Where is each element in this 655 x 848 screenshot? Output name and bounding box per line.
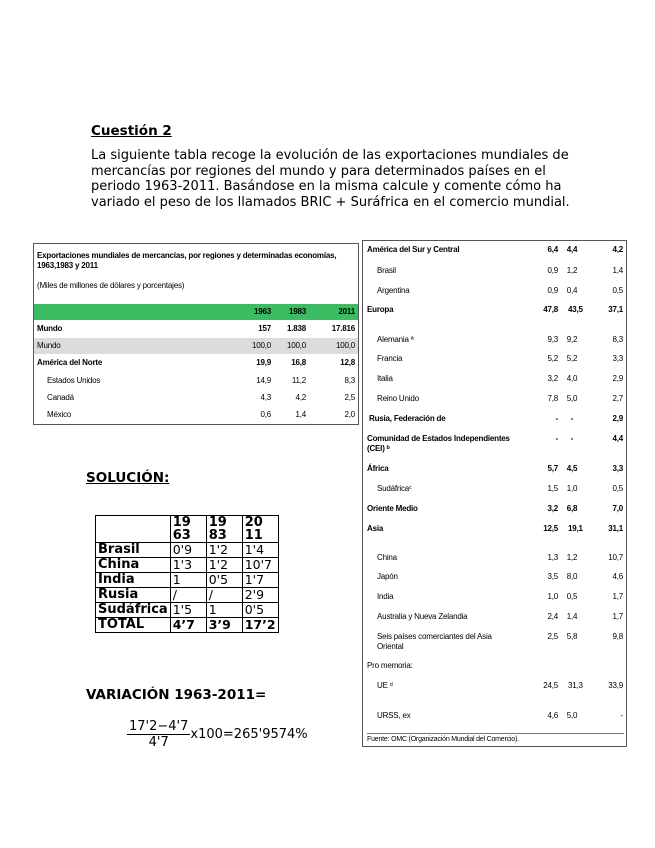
row-label: Asia	[367, 524, 384, 533]
row-label: Mundo	[37, 341, 61, 350]
cell-value: 4,6	[612, 572, 623, 581]
cell-value: 2,9	[612, 414, 623, 423]
fraction-numerator: 17'2−4'7	[129, 719, 189, 734]
cell-value: 4,0	[566, 374, 578, 383]
cell-value: 1,4	[612, 266, 623, 275]
table-row	[34, 338, 358, 354]
row-label: Comunidad de Estados Independientes (CEI) ᵇ	[367, 434, 510, 453]
cell-value: 14,9	[256, 376, 271, 385]
cell-value: 1,7	[612, 612, 623, 621]
cell-value: 9,2	[566, 335, 578, 344]
table-row	[96, 558, 279, 573]
row-label: América del Norte	[37, 358, 103, 367]
row-label: Francia	[377, 354, 403, 363]
row-label: URSS, ex	[377, 711, 411, 720]
table-row	[96, 543, 279, 558]
cell-value: 19,9	[256, 358, 271, 367]
cell-value: 1'3	[170, 558, 206, 573]
cell-value: 0,9	[547, 286, 558, 295]
cell-value: 10'7	[242, 558, 278, 573]
cell-value: 157	[258, 324, 271, 333]
year-header: 19 83	[206, 516, 242, 543]
year-header: 19 63	[170, 516, 206, 543]
cell-value: 1,2	[566, 553, 578, 562]
cell-value: 100,0	[286, 341, 306, 350]
solution-table	[95, 515, 279, 633]
row-label: Japón	[377, 572, 398, 581]
cell-value: /	[170, 588, 206, 603]
variation-label: VARIACIÓN 1963-2011=	[86, 687, 267, 703]
cell-value: /	[206, 588, 242, 603]
cell-value: 12,8	[340, 358, 355, 367]
cell-value: 5,8	[566, 632, 578, 641]
row-label: Canadá	[47, 393, 74, 402]
year-header: 2011	[338, 307, 355, 316]
year-header-row	[34, 304, 358, 320]
cell-value: 16,8	[291, 358, 306, 367]
solution-title: SOLUCIÓN:	[86, 470, 170, 486]
cell-value: 0'5	[242, 603, 278, 618]
cell-value: 24,5	[543, 681, 558, 690]
cell-value: 4,2	[612, 245, 623, 254]
cell-value: 1'2	[206, 543, 242, 558]
cell-value: 17.816	[331, 324, 355, 333]
cell-value: 12,5	[543, 524, 558, 533]
row-label: Oriente Medio	[367, 504, 418, 513]
cell-value: 4,2	[295, 393, 306, 402]
row-label: Estados Unidos	[47, 376, 101, 385]
corner-cell	[96, 516, 171, 543]
exports-table-right	[362, 240, 627, 747]
cell-value: 4,4	[566, 245, 578, 254]
cell-value: 5,2	[566, 354, 578, 363]
row-label: India	[377, 592, 394, 601]
cell-value: 0'9	[170, 543, 206, 558]
cell-value: 1'7	[242, 573, 278, 588]
row-label: India	[96, 573, 171, 588]
cell-value: 100,0	[251, 341, 271, 350]
row-label: Alemania ª	[377, 335, 414, 344]
row-label: Rusia	[96, 588, 171, 603]
row-label: Sudáfricaᶜ	[377, 484, 412, 493]
cell-value: 11,2	[291, 376, 306, 385]
cell-value: 4,5	[566, 464, 578, 473]
cell-value: 2,5	[344, 393, 355, 402]
cell-value: 47,8	[543, 305, 558, 314]
cell-value: 1'2	[206, 558, 242, 573]
cell-value: 2,0	[344, 410, 355, 419]
row-label: Pro memoria:	[367, 661, 413, 670]
cell-value: 9,8	[612, 632, 623, 641]
cell-value: 2,5	[547, 632, 558, 641]
cell-value: 3,3	[612, 464, 623, 473]
table-row	[96, 603, 279, 618]
cell-value: 1,5	[547, 484, 558, 493]
cell-value: 43,5	[568, 305, 583, 314]
table-row	[34, 373, 358, 389]
year-header: 20 11	[242, 516, 278, 543]
row-label: Sudáfrica	[96, 603, 171, 618]
cell-value: 1'5	[170, 603, 206, 618]
fraction-denominator: 4'7	[148, 735, 169, 750]
cell-value: 0,6	[260, 410, 271, 419]
cell-value: 8,0	[566, 572, 578, 581]
row-label: América del Sur y Central	[367, 245, 460, 254]
cell-value: 0,9	[547, 266, 558, 275]
row-label: Reino Unido	[377, 394, 419, 403]
cell-value: 5,7	[547, 464, 558, 473]
cell-value: 1,7	[612, 592, 623, 601]
cell-value: 3,5	[547, 572, 558, 581]
cell-value: 4,6	[547, 711, 558, 720]
cell-value: -	[620, 711, 623, 720]
source-note: Fuente: OMC (Organización Mundial del Comercio).	[367, 733, 624, 746]
cell-value: 7,8	[547, 394, 558, 403]
formula-result: x100=265'9574%	[190, 727, 308, 742]
cell-value: -	[570, 414, 574, 423]
exports-table-left	[33, 243, 359, 425]
cell-value: 1,0	[547, 592, 558, 601]
table-row	[96, 618, 279, 633]
cell-value: 1	[206, 603, 242, 618]
cell-value: 3,2	[547, 504, 558, 513]
cell-value: 6,8	[566, 504, 578, 513]
cell-value: 17’2	[242, 618, 278, 633]
row-label: TOTAL	[96, 618, 171, 633]
cell-value: 1.838	[286, 324, 306, 333]
cell-value: 37,1	[608, 305, 623, 314]
cell-value: 31,3	[568, 681, 583, 690]
cell-value: 1,3	[547, 553, 558, 562]
table-title: Exportaciones mundiales de mercancías, por regiones y determinadas economías, 1963,1983 y 2011	[37, 251, 337, 270]
cell-value: 0,5	[612, 484, 623, 493]
cell-value: 9,3	[547, 335, 558, 344]
cell-value: 8,3	[612, 335, 623, 344]
fraction	[127, 719, 190, 750]
row-label: Brasil	[377, 266, 396, 275]
table-row	[96, 516, 279, 543]
cell-value: 2,4	[547, 612, 558, 621]
cell-value: 1,4	[295, 410, 306, 419]
cell-value: 8,3	[344, 376, 355, 385]
cell-value: 2'9	[242, 588, 278, 603]
cell-value: 33,9	[608, 681, 623, 690]
table-subtitle: (Miles de millones de dólares y porcentajes)	[37, 281, 185, 290]
cell-value: 31,1	[608, 524, 623, 533]
cell-value: 1	[170, 573, 206, 588]
cell-value: 4,3	[260, 393, 271, 402]
cell-value: 4’7	[170, 618, 206, 633]
row-label: Seis países comerciantes del Asia Oriental	[377, 632, 492, 651]
question-title: Cuestión 2	[91, 123, 172, 139]
row-label: Italia	[377, 374, 393, 383]
cell-value: 0,4	[566, 286, 578, 295]
cell-value: 5,0	[566, 711, 578, 720]
cell-value: 3,2	[547, 374, 558, 383]
cell-value: -	[555, 434, 558, 443]
row-label: África	[367, 464, 389, 473]
row-label: México	[47, 410, 72, 419]
table-row	[34, 407, 358, 423]
cell-value: 4,4	[612, 434, 623, 443]
cell-value: 100,0	[335, 341, 355, 350]
row-label: Brasil	[96, 543, 171, 558]
cell-value: 1,0	[566, 484, 578, 493]
cell-value: 3’9	[206, 618, 242, 633]
cell-value: -	[570, 434, 574, 443]
table-row	[34, 355, 358, 371]
cell-value: 1,4	[566, 612, 578, 621]
row-label: Rusia, Federación de	[369, 414, 446, 423]
cell-value: 5,0	[566, 394, 578, 403]
row-label: Mundo	[37, 324, 63, 333]
cell-value: 5,2	[547, 354, 558, 363]
row-label: China	[377, 553, 397, 562]
variation-formula	[127, 719, 308, 750]
table-row	[34, 390, 358, 406]
year-header: 1963	[254, 307, 271, 316]
cell-value: 2,7	[612, 394, 623, 403]
cell-value: 10,7	[608, 553, 623, 562]
row-label: Australia y Nueva Zelandia	[377, 612, 468, 621]
row-label: China	[96, 558, 171, 573]
table-row	[34, 321, 358, 337]
cell-value: 19,1	[568, 524, 583, 533]
cell-value: 1'4	[242, 543, 278, 558]
cell-value: 6,4	[547, 245, 558, 254]
table-row	[96, 573, 279, 588]
cell-value: 7,0	[612, 504, 623, 513]
question-text: La siguiente tabla recoge la evolución de las exportaciones mundiales de mercancías por regiones del mundo y para determinados países en el periodo 1963-2011. Basándose en la misma calcule y comente cómo ha variado el peso de los llamados BRIC + Suráfrica en el comercio mundial.	[91, 148, 570, 210]
cell-value: 0,5	[612, 286, 623, 295]
cell-value: 0'5	[206, 573, 242, 588]
year-header: 1983	[289, 307, 306, 316]
row-label: Argentina	[377, 286, 410, 295]
cell-value: 2,9	[612, 374, 623, 383]
table-row	[96, 588, 279, 603]
row-label: Europa	[367, 305, 394, 314]
cell-value: 3,3	[612, 354, 623, 363]
row-label: UE ᵈ	[377, 681, 393, 690]
cell-value: 1,2	[566, 266, 578, 275]
cell-value: 0,5	[566, 592, 578, 601]
cell-value: -	[555, 414, 558, 423]
